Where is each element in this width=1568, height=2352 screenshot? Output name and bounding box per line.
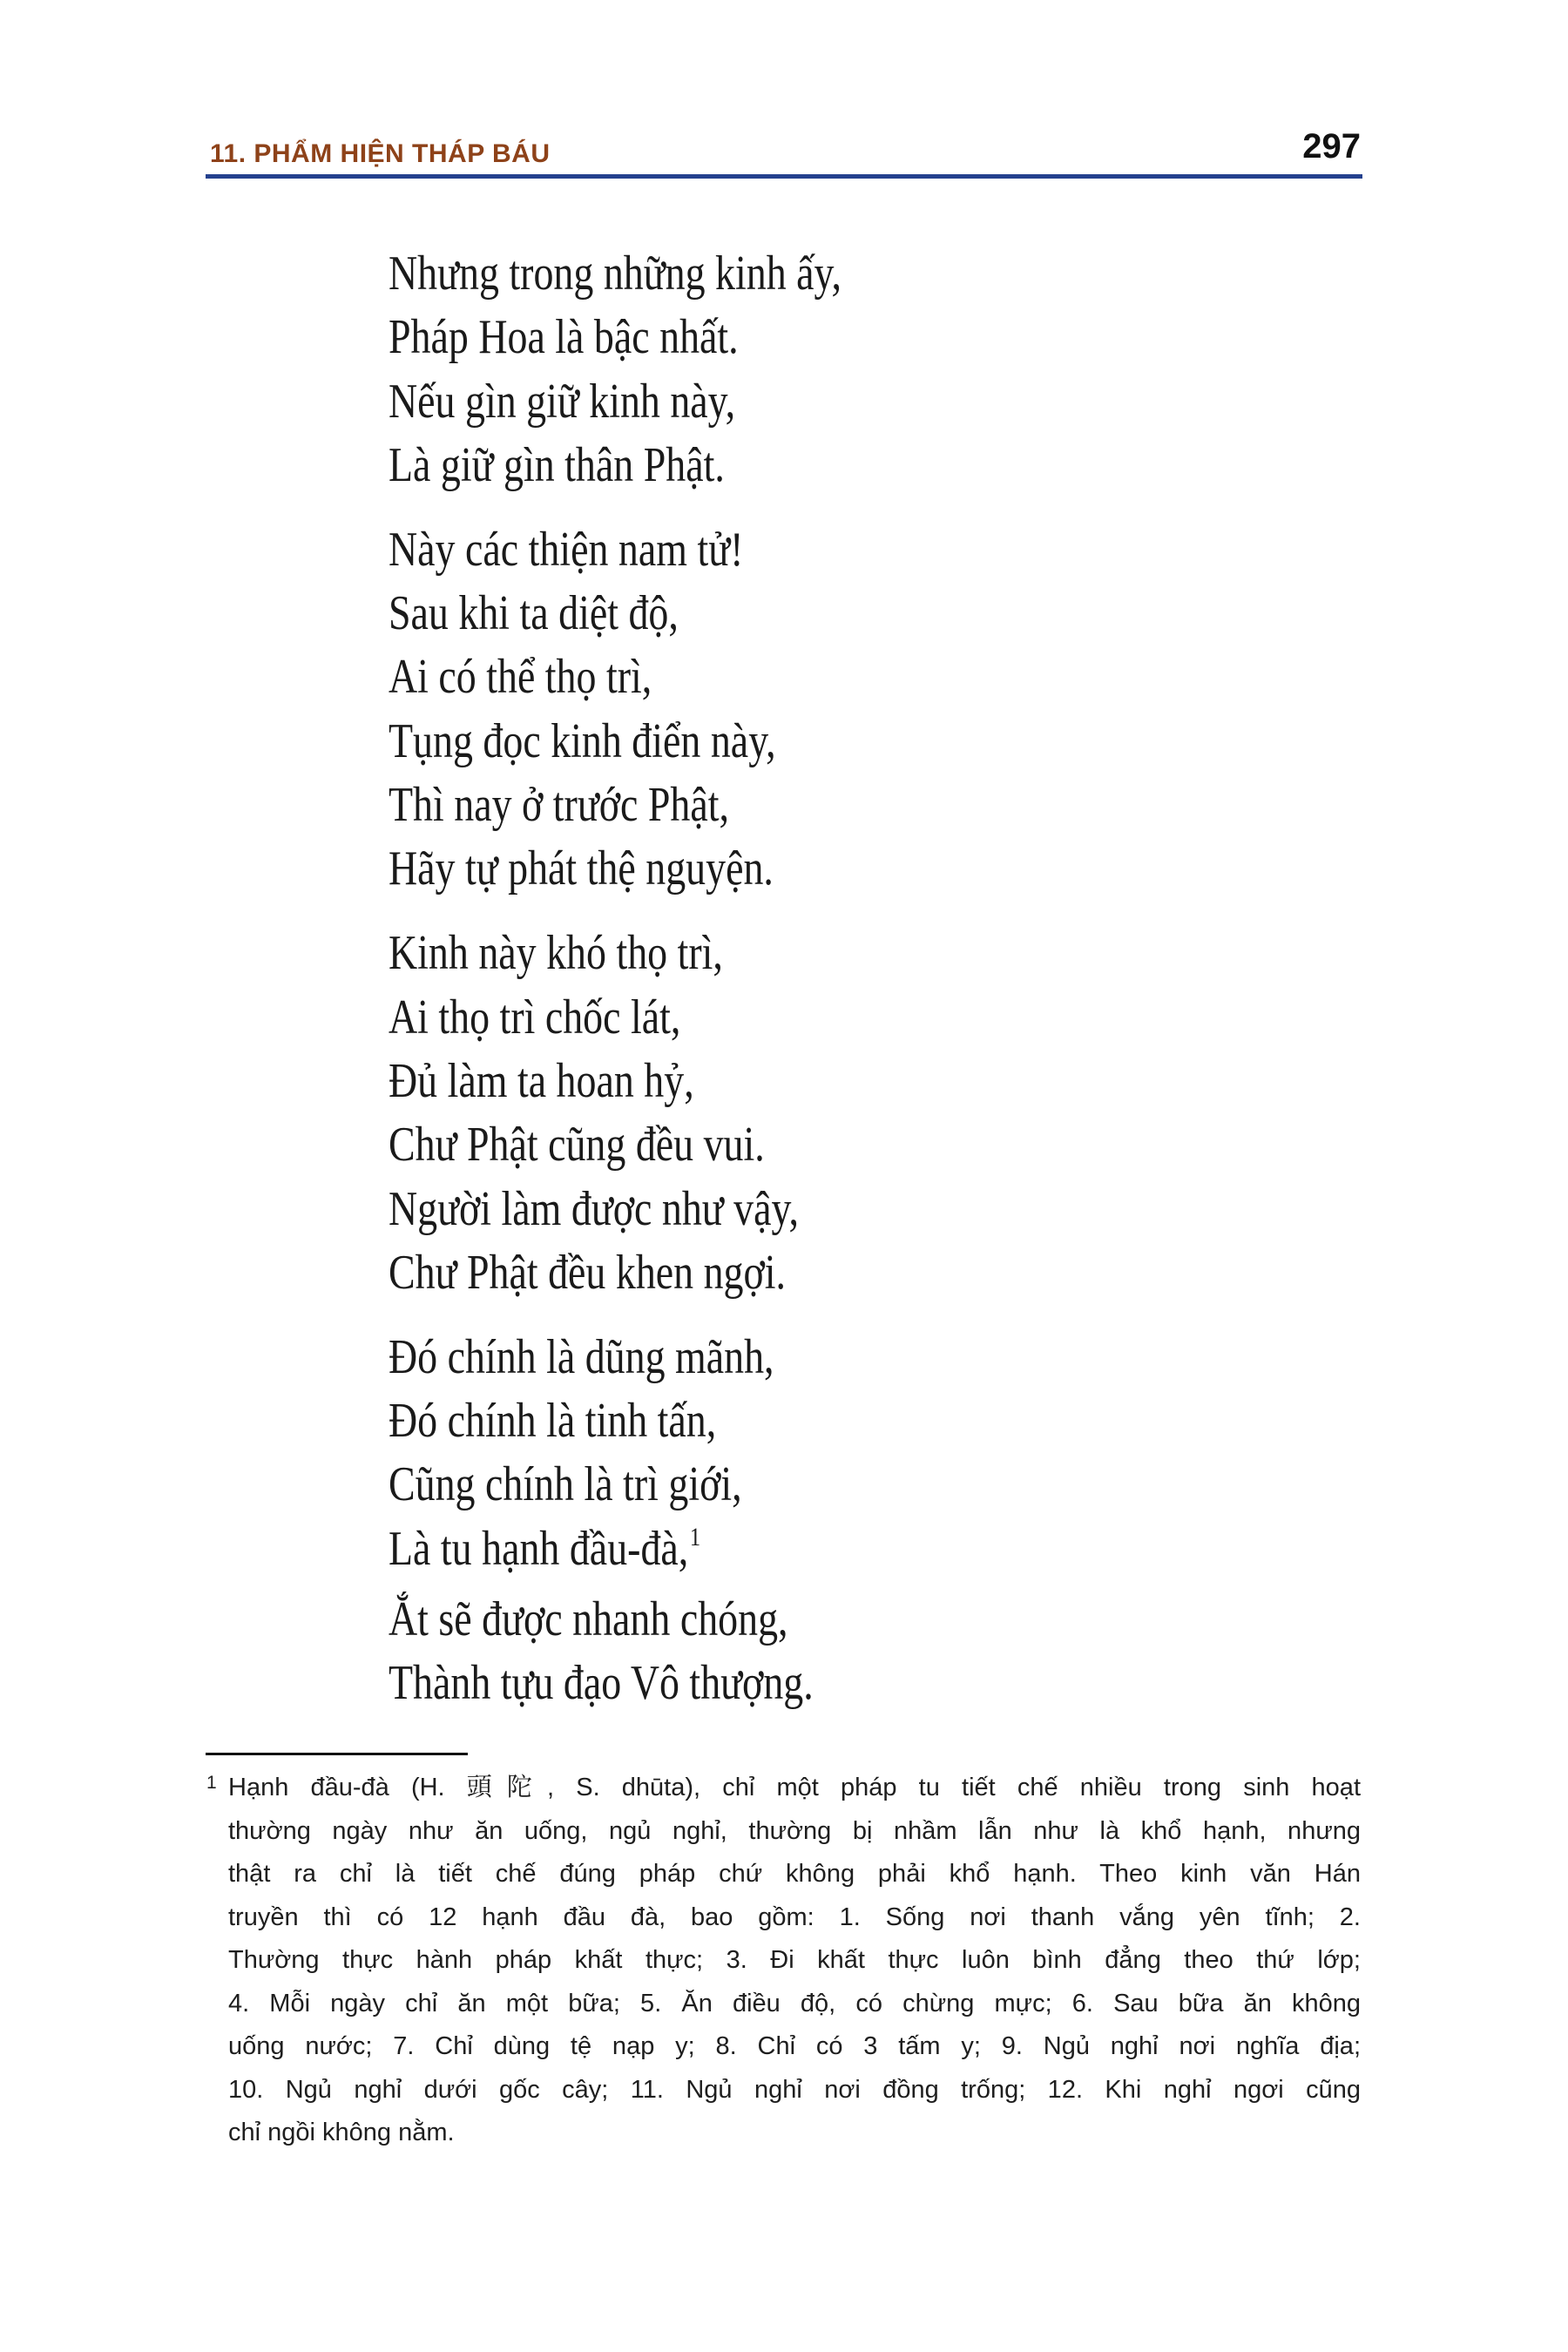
verse-line: Chư Phật cũng đều vui. xyxy=(389,1118,765,1173)
footnote-line: Thường thực hành pháp khất thực; 3. Đi khất thực luôn bình đẳng theo thứ lớp; xyxy=(228,1946,1361,1974)
footnote-line: chỉ ngồi không nằm. xyxy=(228,2119,455,2146)
verse-line: Kinh này khó thọ trì, xyxy=(389,926,723,981)
verse-line: Ai thọ trì chốc lát, xyxy=(389,990,681,1044)
stanza xyxy=(389,1326,1173,1716)
stanza xyxy=(389,922,1173,1305)
footnote-line: 10. Ngủ nghỉ dưới gốc cây; 11. Ngủ nghỉ nơi đồng trống; 12. Khi nghỉ ngơi cũng xyxy=(228,2075,1361,2104)
stanza xyxy=(389,518,1173,902)
verse-line: Thành tựu đạo Vô thượng. xyxy=(389,1656,814,1711)
verse-line: Nếu gìn giữ kinh này, xyxy=(389,374,736,429)
verse-line: Ắt sẽ được nhanh chóng, xyxy=(389,1592,788,1646)
header-rule xyxy=(206,174,1362,179)
footnote-reference[interactable]: 1 xyxy=(689,1522,701,1551)
verse-line xyxy=(389,1517,1031,1588)
footnote-line: uống nước; 7. Chỉ dùng tệ nạp y; 8. Chỉ có 3 tấm y; 9. Ngủ nghỉ nơi nghĩa địa; xyxy=(228,2032,1361,2060)
verse-line: Đó chính là tinh tấn, xyxy=(389,1394,717,1449)
verse-line: Là giữ gìn thân Phật. xyxy=(389,437,725,492)
footnote-marker: 1 xyxy=(206,1773,217,1793)
verse-line: Pháp Hoa là bậc nhất. xyxy=(389,310,739,365)
verse-line: Tụng đọc kinh điển này, xyxy=(389,713,776,768)
footnote-line: thường ngày như ăn uống, ngủ nghỉ, thường bị nhầm lẫn như là khổ hạnh, nhưng xyxy=(228,1816,1361,1845)
footnote-line: 4. Mỗi ngày chỉ ăn một bữa; 5. Ăn điều độ, có chừng mực; 6. Sau bữa ăn không xyxy=(228,1989,1361,2017)
footnote-separator xyxy=(206,1753,468,1755)
footnote-text: Hạnh đầu-đà (H. 頭陀, S. dhūta), chỉ một pháp tu tiết chế nhiều trong sinh hoạt xyxy=(228,1774,1361,1801)
verse-line: Đó chính là dũng mãnh, xyxy=(389,1329,774,1384)
verse-line: Chư Phật đều khen ngợi. xyxy=(389,1245,787,1300)
running-head: 11. PHẨM HIỆN THÁP BÁU xyxy=(210,139,551,168)
verse-line: Ai có thể thọ trì, xyxy=(389,650,652,705)
verse-line: Này các thiện nam tử! xyxy=(389,522,744,577)
footnote-line: thật ra chỉ là tiết chế đúng pháp chứ không phải khổ hạnh. Theo kinh văn Hán xyxy=(228,1860,1361,1888)
verse-line: Nhưng trong những kinh ấy, xyxy=(389,247,841,301)
verse-line: Hãy tự phát thệ nguyện. xyxy=(389,841,774,896)
page-number: 297 xyxy=(1302,127,1361,166)
footnote xyxy=(206,1767,1361,2155)
stanza xyxy=(389,242,1173,497)
verse-line: Người làm được như vậy, xyxy=(389,1181,799,1236)
verse-line: Cũng chính là trì giới, xyxy=(389,1457,742,1512)
verse-line: Sau khi ta diệt độ, xyxy=(389,586,679,641)
poem xyxy=(389,242,1173,1736)
footnote-line xyxy=(206,1767,1361,1810)
verse-line: Đủ làm ta hoan hỷ, xyxy=(389,1053,694,1108)
verse-text: Là tu hạnh đầu-đà, xyxy=(389,1521,689,1576)
footnote-line: truyền thì có 12 hạnh đầu đà, bao gồm: 1. Sống nơi thanh vắng yên tĩnh; 2. xyxy=(228,1903,1361,1931)
verse-line: Thì nay ở trước Phật, xyxy=(389,778,729,833)
